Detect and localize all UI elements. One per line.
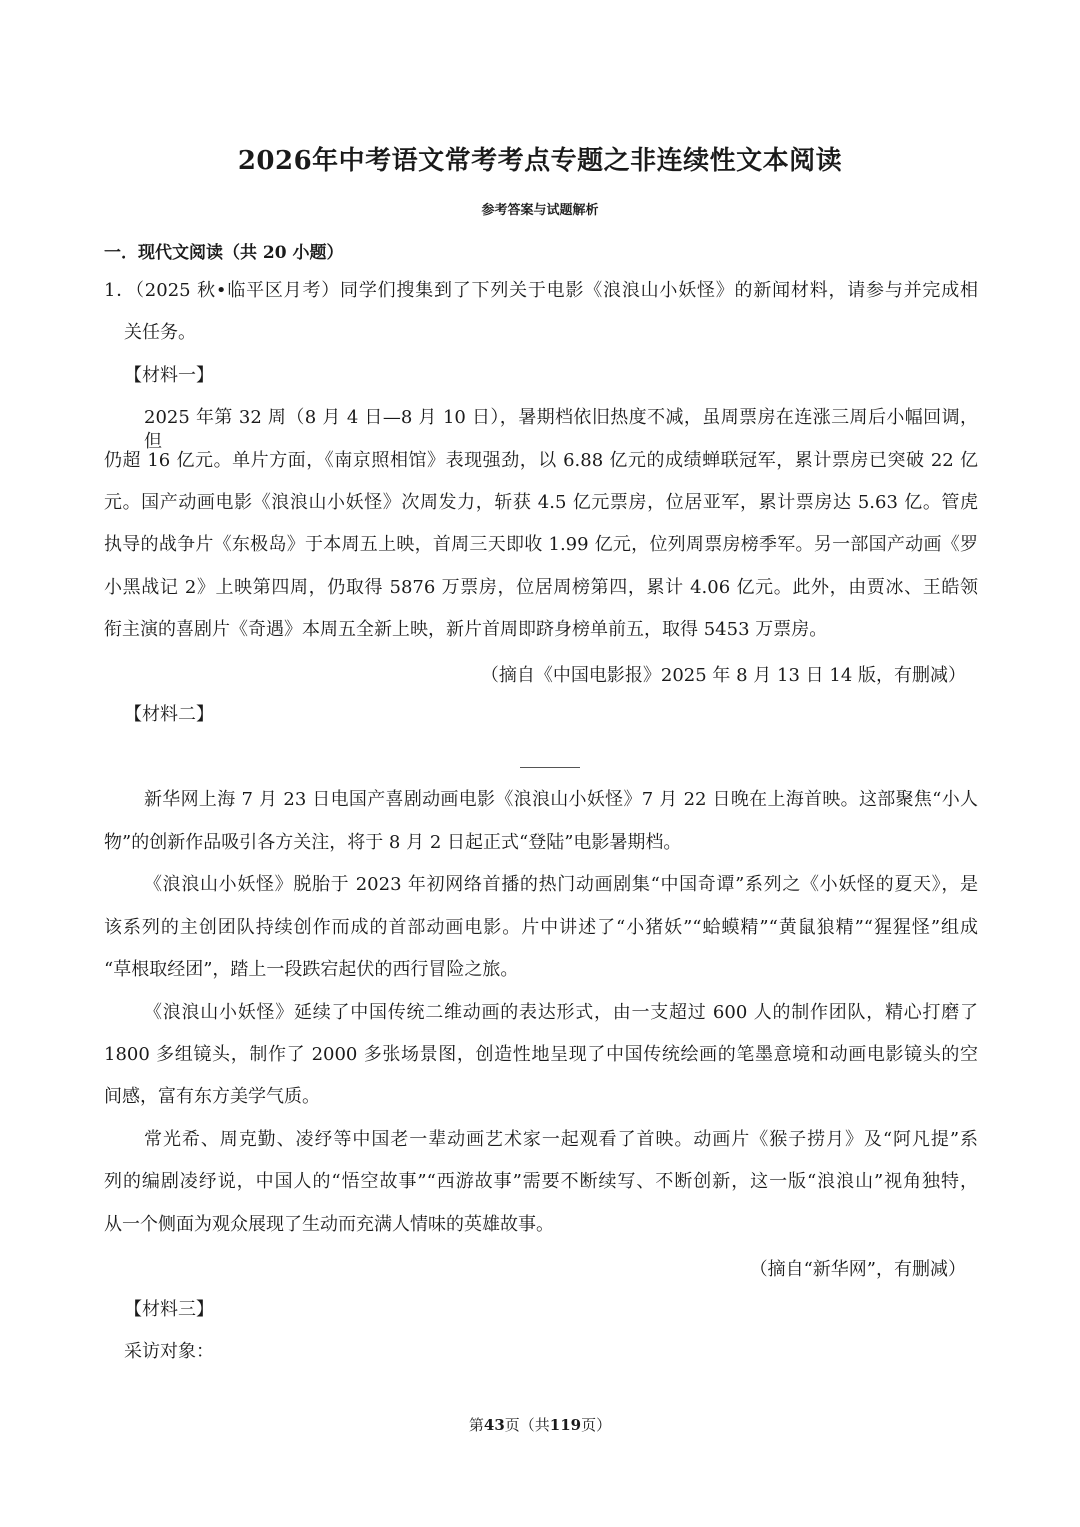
material-3-line-1: 采访对象： xyxy=(124,1341,214,1362)
material-2-line: 从一个侧面为观众展现了生动而充满人情味的英雄故事。 xyxy=(104,1214,554,1235)
material-2-line: 《浪浪山小妖怪》脱胎于 2023 年初网络首播的热门动画剧集“中国奇谭”系列之《小妖怪的夏天》，是 xyxy=(144,874,978,895)
material-2-label: 【材料二】 xyxy=(124,704,214,725)
material-1-line: 仍超 16 亿元。单片方面，《南京照相馆》表现强劲，以 6.88 亿元的成绩蝉联冠军，累计票房已突破 22 亿 xyxy=(104,450,978,471)
footer-suffix: 页） xyxy=(581,1416,612,1434)
footer-total-pages: 119 xyxy=(549,1416,582,1434)
material-1-line: 执导的战争片《东极岛》于本周五上映，首周三天即收 1.99 亿元，位列周票房榜季军。另一部国产动画《罗 xyxy=(104,534,978,555)
material-1-line: 2025 年第 32 周（8 月 4 日—8 月 10 日），暑期档依旧热度不减，虽周票房在连涨三周后小幅回调，但 xyxy=(144,407,978,452)
material-2-line: 1800 多组镜头，制作了 2000 多张场景图，创造性地呈现了中国传统绘画的笔墨意境和动画电影镜头的空 xyxy=(104,1044,978,1065)
footer-mid: 页（共 xyxy=(504,1416,550,1434)
document-subtitle: 参考答案与试题解析 xyxy=(481,203,599,218)
material-2-line: 新华网上海 7 月 23 日电国产喜剧动画电影《浪浪山小妖怪》7 月 22 日晚在上海首映。这部聚焦“小人 xyxy=(144,789,978,810)
material-2-line: 间感，富有东方美学气质。 xyxy=(104,1086,320,1107)
material-2-line: “草根取经团”，踏上一段跌宕起伏的西行冒险之旅。 xyxy=(104,959,519,980)
section-heading: 一．现代文阅读（共 20 小题） xyxy=(104,243,344,263)
material-1-line: 元。国产动画电影《浪浪山小妖怪》次周发力，斩获 4.5 亿元票房，位居亚军，累计票房达 5.63 亿。管虎 xyxy=(104,492,978,513)
material-2-line: 物”的创新作品吸引各方关注，将于 8 月 2 日起正式“登陆”电影暑期档。 xyxy=(104,832,682,853)
footer-page-number: 43 xyxy=(483,1416,505,1434)
material-2-line: 列的编剧凌纾说，中国人的“悟空故事”“西游故事”需要不断续写、不断创新，这一版“浪浪山”视角独特， xyxy=(104,1171,978,1192)
material-1-source: （摘自《中国电影报》2025 年 8 月 13 日 14 版，有删减） xyxy=(480,665,966,686)
material-2-line: 《浪浪山小妖怪》延续了中国传统二维动画的表达形式，由一支超过 600 人的制作团队，精心打磨了 xyxy=(144,1002,978,1023)
material-1-line: 衔主演的喜剧片《奇遇》本周五全新上映，新片首周即跻身榜单前五，取得 5453 万票房。 xyxy=(104,619,828,640)
divider-line xyxy=(520,767,580,768)
document-title: 2026年中考语文常考考点专题之非连续性文本阅读 xyxy=(237,146,843,176)
material-1-label: 【材料一】 xyxy=(124,365,214,386)
material-2-source: （摘自“新华网”，有删减） xyxy=(749,1259,966,1280)
material-2-line: 该系列的主创团队持续创作而成的首部动画电影。片中讲述了“小猪妖”“蛤蟆精”“黄鼠狼精”“猩猩怪”组成 xyxy=(104,917,978,938)
footer-prefix: 第 xyxy=(468,1416,484,1434)
page-footer xyxy=(0,1414,1080,1435)
material-3-label: 【材料三】 xyxy=(124,1299,214,1320)
question-1-line-2: 关任务。 xyxy=(124,322,196,343)
question-1-line-1: 1．（2025 秋•临平区月考）同学们搜集到了下列关于电影《浪浪山小妖怪》的新闻材料，请参与并完成相 xyxy=(104,280,978,301)
material-1-line: 小黑战记 2》上映第四周，仍取得 5876 万票房，位居周榜第四，累计 4.06 亿元。此外，由贾冰、王皓领 xyxy=(104,577,978,598)
material-2-line: 常光希、周克勤、凌纾等中国老一辈动画艺术家一起观看了首映。动画片《猴子捞月》及“阿凡提”系 xyxy=(144,1129,978,1150)
